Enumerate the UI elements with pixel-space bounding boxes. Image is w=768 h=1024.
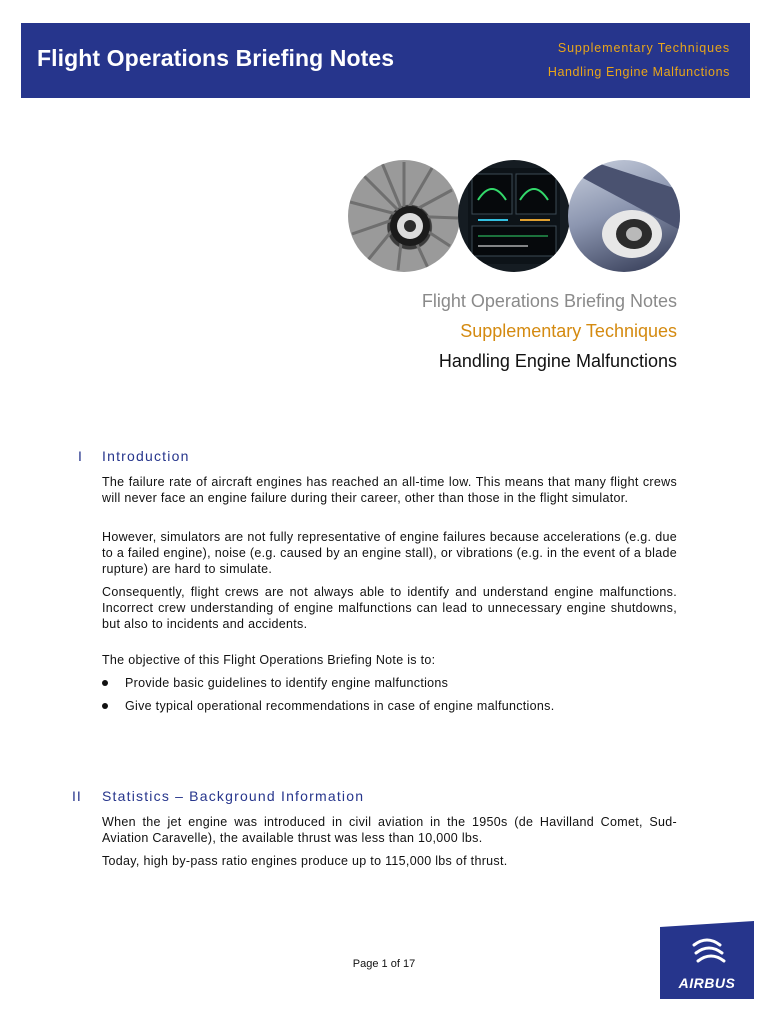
page-number: Page 1 of 17: [352, 958, 416, 970]
doc-topic-title: Handling Engine Malfunctions: [438, 351, 677, 371]
intro-paragraph-3: Consequently, flight crews are not always able to identify and understand engine malfunctions. Incorrect crew understanding of engine malfunctions can lead to unnecessary engine shutdowns, but also to incidents and accidents.: [102, 585, 677, 631]
section-1-title: Introduction: [102, 448, 190, 464]
cockpit-display-photo: [458, 160, 570, 272]
bullet-text: Provide basic guidelines to identify engine malfunctions: [125, 676, 449, 690]
stats-paragraph-1: When the jet engine was introduced in civil aviation in the 1950s (de Havilland Comet, Sud-Aviation Caravelle), the available thrust was less than 10,000 lbs.: [102, 815, 677, 845]
engine-fan-photo: [348, 160, 460, 272]
engine-nacelle-photo: [568, 160, 680, 272]
bullet-text: Give typical operational recommendations in case of engine malfunctions.: [125, 699, 555, 713]
intro-objective: The objective of this Flight Operations Briefing Note is to:: [102, 653, 436, 667]
doc-category-title: Supplementary Techniques: [460, 321, 677, 341]
bullet-icon: [102, 703, 108, 709]
header-banner: [21, 23, 750, 98]
airbus-logo: [660, 921, 754, 999]
airbus-wordmark: AIRBUS: [678, 975, 736, 991]
stats-paragraph-2: Today, high by-pass ratio engines produce up to 115,000 lbs of thrust.: [102, 854, 508, 868]
cover-photos: [348, 160, 680, 273]
bullet-icon: [102, 680, 108, 686]
intro-paragraph-1: The failure rate of aircraft engines has reached an all-time low. This means that many flight crews will never face an engine failure during their career, other than those in the flight simulator.: [102, 475, 677, 505]
document-title-block: [422, 286, 677, 376]
section-2-number: II: [72, 788, 82, 804]
doc-series-title: Flight Operations Briefing Notes: [421, 291, 677, 311]
section-2-title: Statistics – Background Information: [102, 788, 365, 804]
section-1-number: I: [78, 448, 83, 464]
header-title: Flight Operations Briefing Notes: [37, 45, 395, 71]
intro-paragraph-2: However, simulators are not fully representative of engine failures because accelerations (e.g. due to a failed engine), noise (e.g. caused by an engine stall), or vibrations (e.g. in the event of a blade rupture) are hard to simulate.: [102, 530, 677, 576]
header-subtitle-techniques: Supplementary Techniques: [557, 41, 730, 55]
header-subtitle-topic: Handling Engine Malfunctions: [547, 65, 730, 79]
